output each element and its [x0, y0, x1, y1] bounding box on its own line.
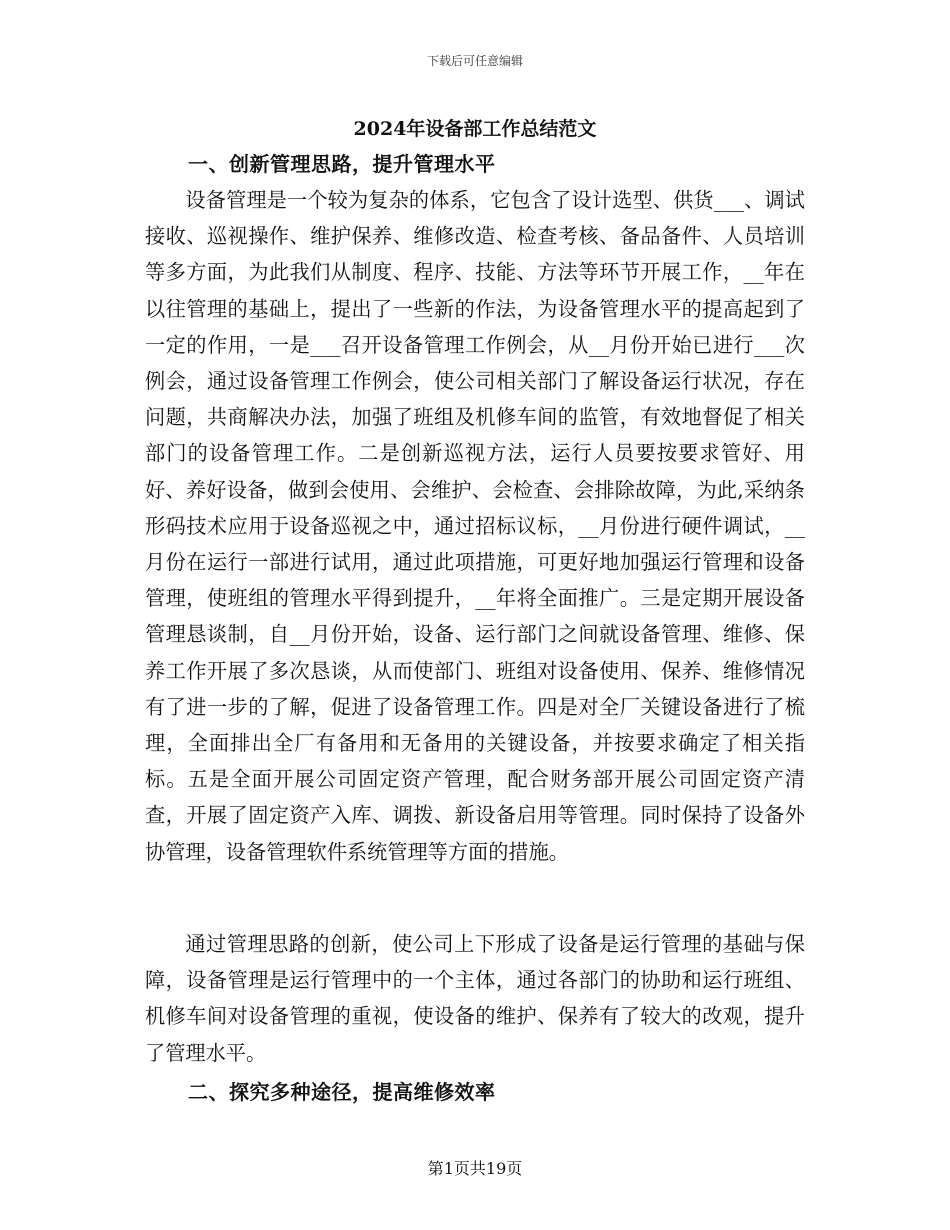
body-paragraph-1: 设备管理是一个较为复杂的体系，它包含了设计选型、供货___、调试接收、巡视操作、维护保养、维修改造、检查考核、备品备件、人员培训等多方面，为此我们从制度、程序、技能、方法等环节开展工作，__年在以往管理的基础上，提出了一些新的作法，为设备管理水平的提高起到了一定的作用，一是___召开设备管理工作例会，从__月份开始已进行___次例会，通过设备管理工作例会，使公司相关部门了解设备运行状况，存在问题，共商解决办法，加强了班组及机修车间的监管，有效地督促了相关部门的设备管理工作。二是创新巡视方法，运行人员要按要求管好、用好、养好设备，做到会使用、会维护、会检查、会排除故障，为此,采纳条形码技术应用于设备巡视之中，通过招标议标，__月份进行硬件调试，__月份在运行一部进行试用，通过此项措施，可更好地加强运行管理和设备管理，使班组的管理水平得到提升，__年将全面推广。三是定期开展设备管理恳谈制，自__月份开始，设备、运行部门之间就设备管理、维修、保养工作开展了多次恳谈，从而使部门、班组对设备使用、保养、维修情况有了进一步的了解，促进了设备管理工作。四是对全厂关键设备进行了梳理，全面排出全厂有备用和无备用的关键设备，并按要求确定了相关指标。五是全面开展公司固定资产管理，配合财务部开展公司固定资产清查，开展了固定资产入库、调拨、新设备启用等管理。同时保持了设备外协管理，设备管理软件系统管理等方面的措施。 [145, 188, 805, 864]
section-heading-1: 一、创新管理思路，提升管理水平 [188, 152, 496, 176]
document-title: 2024年设备部工作总结范文 [353, 118, 597, 140]
page-number-footer: 第1页共19页 [427, 1159, 523, 1178]
page-header-note: 下载后可任意编辑 [426, 54, 523, 68]
section-heading-2: 二、探究多种途径，提高维修效率 [188, 1080, 496, 1104]
body-paragraph-2: 通过管理思路的创新，使公司上下形成了设备是运行管理的基础与保障，设备管理是运行管理中的一个主体，通过各部门的协助和运行班组、机修车间对设备管理的重视，使设备的维护、保养有了较大的改观，提升了管理水平。 [145, 932, 805, 1065]
